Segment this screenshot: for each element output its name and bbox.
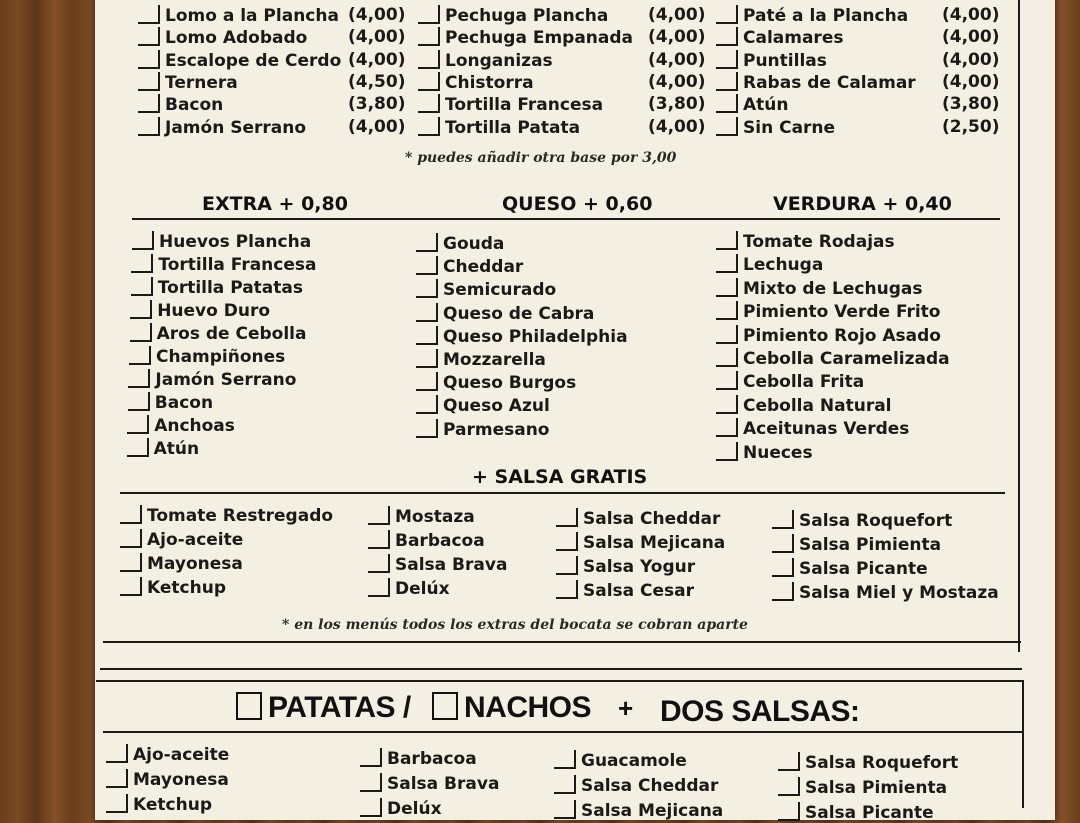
checkbox[interactable]: [120, 505, 142, 524]
item-label: Pimiento Verde Frito: [743, 302, 941, 323]
patatas-salsa-item[interactable]: [360, 798, 442, 819]
queso-heading: QUESO + 0,60: [502, 193, 653, 215]
checkbox[interactable]: [716, 371, 738, 390]
base-item[interactable]: [138, 94, 223, 115]
item-label: Huevos Plancha: [159, 232, 312, 252]
item-label: Lechuga: [743, 255, 824, 276]
salsa-item[interactable]: [772, 558, 928, 579]
base-price: (4,00): [942, 49, 1000, 70]
item-label: Queso Burgos: [443, 373, 577, 394]
checkbox[interactable]: [418, 5, 440, 24]
item-label: Ternera: [165, 72, 238, 93]
base-price: (3,80): [348, 94, 406, 115]
base-item[interactable]: [716, 5, 908, 26]
plus-sign: +: [618, 693, 633, 723]
item-label: Cebolla Caramelizada: [743, 349, 950, 369]
base-item[interactable]: [716, 27, 843, 48]
item-label: Pimiento Rojo Asado: [743, 325, 941, 346]
queso-item[interactable]: [416, 395, 550, 416]
item-label: Atún: [743, 95, 789, 116]
checkbox[interactable]: [368, 506, 390, 525]
extra-item[interactable]: [128, 369, 296, 390]
item-label: Sin Carne: [743, 117, 836, 138]
checkbox[interactable]: [418, 27, 440, 46]
checkbox[interactable]: [418, 94, 440, 113]
base-item[interactable]: [418, 5, 608, 26]
item-label: Pechuga Empanada: [445, 28, 634, 49]
item-label: Salsa Brava: [395, 555, 508, 575]
verdura-item[interactable]: [716, 231, 895, 252]
verdura-item[interactable]: [716, 278, 922, 299]
item-label: Guacamole: [581, 751, 687, 771]
extra-item[interactable]: [132, 231, 311, 252]
base-note: * puedes añadir otra base por 3,00: [405, 150, 677, 166]
item-label: Cebolla Natural: [743, 395, 892, 416]
patatas-salsa-item[interactable]: [778, 802, 934, 823]
item-label: Salsa Yogur: [583, 557, 696, 577]
checkbox[interactable]: [131, 277, 153, 296]
item-label: Gouda: [443, 234, 505, 254]
checkbox[interactable]: [120, 553, 142, 572]
item-label: Salsa Brava: [387, 774, 500, 794]
salsa-item[interactable]: [556, 532, 725, 553]
queso-item[interactable]: [416, 349, 546, 370]
checkbox[interactable]: [556, 580, 578, 599]
checkbox[interactable]: [716, 231, 738, 250]
checkbox[interactable]: [416, 372, 438, 391]
base-item[interactable]: [138, 27, 307, 48]
base-item[interactable]: [138, 117, 306, 138]
checkbox[interactable]: [418, 50, 440, 69]
divider: [103, 641, 1021, 643]
item-label: Salsa Mejicana: [581, 801, 724, 821]
checkbox[interactable]: [132, 231, 154, 250]
checkbox[interactable]: [418, 117, 440, 136]
base-item[interactable]: [418, 72, 534, 93]
frame-line: [1018, 0, 1020, 652]
base-item[interactable]: [418, 117, 580, 138]
base-item[interactable]: [138, 50, 341, 71]
verdura-heading: VERDURA + 0,40: [773, 193, 952, 215]
item-label: Queso de Cabra: [443, 303, 595, 324]
checkbox[interactable]: [772, 558, 794, 577]
item-label: Ajo-aceite: [147, 530, 244, 550]
extra-item[interactable]: [129, 346, 285, 367]
item-label: Tortilla Francesa: [158, 255, 317, 275]
verdura-item[interactable]: [716, 395, 892, 416]
salsa-item[interactable]: [368, 530, 485, 551]
extra-item[interactable]: [131, 277, 303, 298]
patatas-salsa-item[interactable]: [554, 800, 723, 821]
checkbox[interactable]: [106, 769, 128, 788]
checkbox[interactable]: [138, 27, 160, 46]
item-label: Ajo-aceite: [133, 745, 230, 765]
item-label: Salsa Picante: [805, 803, 934, 823]
item-label: Jamón Serrano: [165, 117, 307, 138]
patatas-salsa-item[interactable]: [554, 775, 718, 796]
checkbox[interactable]: [554, 750, 576, 769]
item-label: Salsa Roquefort: [805, 753, 959, 773]
item-label: Paté a la Plancha: [743, 6, 909, 26]
checkbox[interactable]: [138, 72, 160, 91]
base-price: (4,00): [348, 116, 406, 137]
item-label: Queso Azul: [443, 396, 550, 417]
item-label: Barbacoa: [395, 531, 485, 551]
patatas-box-top: [96, 680, 1024, 682]
queso-item[interactable]: [416, 419, 549, 440]
checkbox[interactable]: [716, 94, 738, 113]
item-label: Bacon: [154, 393, 214, 413]
salsa-item[interactable]: [368, 578, 450, 599]
checkbox[interactable]: [416, 303, 438, 322]
checkbox[interactable]: [360, 748, 382, 767]
checkbox[interactable]: [128, 392, 150, 411]
checkbox[interactable]: [554, 800, 576, 819]
base-price: (4,00): [648, 5, 706, 25]
salsa-item[interactable]: [120, 529, 243, 550]
verdura-item[interactable]: [716, 442, 813, 463]
item-label: Lomo a la Plancha: [165, 6, 339, 26]
checkbox[interactable]: [716, 395, 738, 414]
queso-item[interactable]: [416, 372, 576, 393]
checkbox[interactable]: [138, 94, 160, 113]
item-label: Mozzarella: [443, 350, 546, 370]
item-label: Salsa Cesar: [583, 581, 695, 601]
menu-note: * en los menús todos los extras del bocata se cobran aparte: [282, 617, 748, 633]
checkbox[interactable]: [772, 582, 794, 601]
item-label: Atún: [153, 439, 200, 459]
checkbox[interactable]: [556, 556, 578, 575]
checkbox[interactable]: [716, 50, 738, 69]
checkbox[interactable]: [127, 438, 149, 457]
item-label: Salsa Pimienta: [799, 535, 942, 555]
item-label: Tortilla Patata: [445, 117, 581, 138]
checkbox[interactable]: [368, 530, 390, 549]
item-label: Cheddar: [443, 257, 524, 278]
item-label: Huevo Duro: [157, 301, 271, 321]
checkbox[interactable]: [120, 577, 142, 596]
base-price: (2,50): [942, 116, 1000, 137]
patatas-checkbox[interactable]: [236, 692, 262, 720]
base-price: (4,00): [348, 49, 406, 70]
base-price: (4,00): [942, 27, 1000, 48]
checkbox[interactable]: [716, 301, 738, 320]
item-label: Salsa Cheddar: [583, 509, 721, 529]
base-item[interactable]: [716, 94, 789, 115]
base-item[interactable]: [716, 50, 827, 71]
item-label: Mayonesa: [147, 554, 243, 574]
checkbox[interactable]: [368, 554, 390, 573]
checkbox[interactable]: [554, 775, 576, 794]
extra-item[interactable]: [130, 300, 270, 321]
checkbox[interactable]: [416, 233, 438, 252]
item-label: Bacon: [165, 95, 224, 116]
item-label: Anchoas: [154, 416, 235, 436]
base-price: (4,00): [942, 5, 1000, 25]
checkbox[interactable]: [716, 5, 738, 24]
checkbox[interactable]: [131, 254, 153, 273]
base-item[interactable]: [418, 94, 603, 115]
checkbox[interactable]: [772, 534, 794, 553]
salsa-item[interactable]: [556, 508, 720, 529]
item-label: Mostaza: [395, 507, 475, 527]
checkbox[interactable]: [128, 369, 150, 388]
item-label: Lomo Adobado: [165, 28, 308, 49]
item-label: Champiñones: [156, 347, 286, 367]
checkbox[interactable]: [106, 794, 128, 813]
item-label: Delúx: [387, 799, 442, 819]
item-label: Semicurado: [443, 280, 557, 301]
base-item[interactable]: [418, 50, 553, 71]
item-label: Calamares: [743, 28, 844, 49]
base-price: (3,80): [942, 94, 1000, 115]
salsa-item[interactable]: [772, 510, 952, 531]
salsa-item[interactable]: [556, 580, 694, 601]
checkbox[interactable]: [138, 50, 160, 69]
checkbox[interactable]: [418, 72, 440, 91]
item-label: Salsa Roquefort: [799, 511, 953, 531]
divider: [120, 492, 1005, 494]
item-label: Mayonesa: [133, 770, 229, 790]
base-item[interactable]: [138, 5, 339, 26]
checkbox[interactable]: [106, 744, 128, 763]
verdura-item[interactable]: [716, 325, 941, 346]
item-label: Salsa Mejicana: [583, 533, 726, 553]
patatas-salsa-item[interactable]: [360, 748, 477, 769]
checkbox[interactable]: [716, 325, 738, 344]
item-label: Rabas de Calamar: [743, 72, 916, 93]
checkbox[interactable]: [120, 529, 142, 548]
item-label: Nueces: [743, 442, 813, 463]
divider: [132, 218, 1000, 220]
item-label: Barbacoa: [387, 749, 477, 769]
checkbox[interactable]: [416, 395, 438, 414]
queso-item[interactable]: [416, 326, 628, 347]
base-price: (4,00): [648, 71, 706, 92]
item-label: Queso Philadelphia: [443, 326, 628, 347]
item-label: Chistorra: [445, 72, 534, 93]
salsa-item[interactable]: [368, 554, 507, 575]
item-label: Ketchup: [133, 795, 212, 815]
checkbox[interactable]: [556, 532, 578, 551]
checkbox[interactable]: [138, 5, 160, 24]
checkbox[interactable]: [716, 27, 738, 46]
salsa-item[interactable]: [772, 582, 999, 603]
extra-item[interactable]: [127, 438, 200, 459]
base-price: (4,00): [648, 116, 706, 137]
checkbox[interactable]: [416, 279, 438, 298]
divider: [103, 731, 1023, 733]
item-label: Aros de Cebolla: [156, 324, 307, 344]
patatas-salsa-item[interactable]: [778, 777, 947, 798]
item-label: Jamón Serrano: [155, 370, 297, 390]
salsa-item[interactable]: [120, 553, 243, 574]
item-label: Tomate Restregado: [147, 506, 334, 526]
item-label: Aceitunas Verdes: [743, 419, 910, 440]
item-label: Tortilla Francesa: [445, 95, 604, 116]
checkbox[interactable]: [129, 346, 151, 365]
patatas-salsa-item[interactable]: [106, 769, 229, 790]
checkbox[interactable]: [416, 326, 438, 345]
base-price: (3,80): [648, 94, 706, 115]
item-label: Salsa Cheddar: [581, 776, 719, 796]
patatas-salsa-item[interactable]: [360, 773, 499, 794]
patatas-box-right: [1022, 680, 1024, 808]
verdura-item[interactable]: [716, 254, 823, 275]
salsa-item[interactable]: [120, 505, 333, 526]
checkbox[interactable]: [778, 752, 800, 771]
checkbox[interactable]: [716, 418, 738, 437]
queso-item[interactable]: [416, 303, 594, 324]
checkbox[interactable]: [716, 442, 738, 461]
base-price: (4,50): [348, 71, 406, 92]
item-label: Parmesano: [443, 419, 550, 440]
item-label: Tomate Rodajas: [743, 232, 895, 252]
checkbox[interactable]: [130, 300, 152, 319]
queso-item[interactable]: [416, 233, 504, 254]
queso-item[interactable]: [416, 279, 556, 300]
checkbox[interactable]: [556, 508, 578, 527]
extra-item[interactable]: [130, 323, 307, 344]
checkbox[interactable]: [716, 348, 738, 367]
item-label: Salsa Picante: [799, 559, 928, 579]
patatas-salsa-item[interactable]: [106, 744, 229, 765]
checkbox[interactable]: [368, 578, 390, 597]
base-item[interactable]: [716, 72, 916, 93]
divider: [100, 668, 1022, 670]
patatas-salsa-item[interactable]: [778, 752, 958, 773]
checkbox[interactable]: [772, 510, 794, 529]
checkbox[interactable]: [127, 415, 149, 434]
item-label: Salsa Miel y Mostaza: [799, 583, 999, 603]
item-label: Tortilla Patatas: [157, 278, 303, 298]
item-label: Cebolla Frita: [743, 372, 865, 393]
item-label: Puntillas: [743, 50, 827, 71]
checkbox[interactable]: [778, 777, 800, 796]
checkbox[interactable]: [138, 117, 160, 136]
base-price: (4,00): [348, 27, 406, 48]
item-label: Longanizas: [445, 50, 553, 71]
base-price: (4,00): [648, 49, 706, 70]
base-price: (4,00): [648, 27, 706, 48]
extra-heading: EXTRA + 0,80: [202, 193, 348, 215]
extra-item[interactable]: [128, 392, 213, 413]
item-label: Salsa Pimienta: [805, 778, 948, 798]
item-label: Escalope de Cerdo: [165, 50, 342, 71]
base-item[interactable]: [716, 117, 835, 138]
base-price: (4,00): [942, 71, 1000, 92]
verdura-item[interactable]: [716, 301, 940, 322]
item-label: Mixto de Lechugas: [743, 278, 923, 299]
checkbox[interactable]: [716, 117, 738, 136]
base-price: (4,00): [348, 5, 406, 25]
patatas-salsa-item[interactable]: [106, 794, 212, 815]
extra-item[interactable]: [127, 415, 235, 436]
extra-item[interactable]: [131, 254, 316, 275]
dos-salsas-heading: DOS SALSAS:: [660, 695, 860, 728]
patatas-option[interactable]: PATATAS /: [236, 691, 411, 725]
base-item[interactable]: [138, 72, 238, 93]
item-label: Ketchup: [147, 578, 226, 598]
salsa-heading: + SALSA GRATIS: [472, 466, 648, 488]
salsa-item[interactable]: [368, 506, 475, 527]
base-item[interactable]: [418, 27, 633, 48]
checkbox[interactable]: [416, 256, 438, 275]
salsa-item[interactable]: [120, 577, 226, 598]
checkbox[interactable]: [416, 419, 438, 438]
nachos-option[interactable]: NACHOS: [432, 691, 591, 725]
verdura-item[interactable]: [716, 348, 950, 369]
checkbox[interactable]: [360, 773, 382, 792]
checkbox[interactable]: [778, 802, 800, 821]
verdura-item[interactable]: [716, 371, 864, 392]
queso-item[interactable]: [416, 256, 523, 277]
item-label: Delúx: [395, 579, 450, 599]
salsa-item[interactable]: [772, 534, 941, 555]
checkbox[interactable]: [130, 323, 152, 342]
verdura-item[interactable]: [716, 418, 909, 439]
salsa-item[interactable]: [556, 556, 695, 577]
checkbox[interactable]: [716, 278, 738, 297]
checkbox[interactable]: [416, 349, 438, 368]
patatas-salsa-item[interactable]: [554, 750, 687, 771]
nachos-checkbox[interactable]: [432, 692, 458, 720]
checkbox[interactable]: [716, 254, 738, 273]
checkbox[interactable]: [716, 72, 738, 91]
item-label: Pechuga Plancha: [445, 6, 609, 26]
